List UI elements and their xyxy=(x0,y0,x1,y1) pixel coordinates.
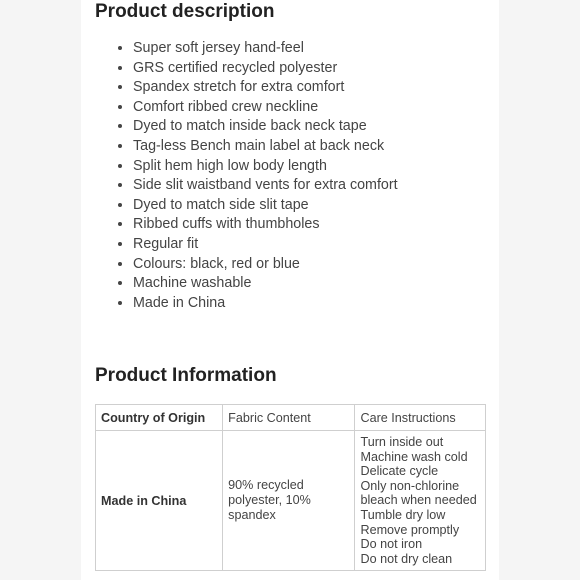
care-line: Do not dry clean xyxy=(360,551,453,566)
list-item: • Dyed to match side slit tape xyxy=(133,196,398,216)
care-line: Do not iron xyxy=(360,537,423,552)
header-fabric-content: Fabric Content xyxy=(223,405,355,431)
cell-care xyxy=(355,431,486,571)
list-item: • Regular fit xyxy=(133,235,398,255)
list-item: • Comfort ribbed crew neckline xyxy=(133,98,398,118)
product-information-heading: Product Information xyxy=(95,365,277,386)
list-item: • GRS certified recycled polyester xyxy=(133,59,398,79)
product-description-heading: Product description xyxy=(95,1,275,22)
product-page xyxy=(81,0,499,580)
care-line: bleach when needed xyxy=(360,493,477,508)
care-line: Remove promptly xyxy=(360,522,460,537)
list-item: • Tag-less Bench main label at back neck xyxy=(133,137,398,157)
feature-list xyxy=(95,39,398,313)
table-row xyxy=(96,431,486,571)
care-line: Delicate cycle xyxy=(360,464,439,479)
care-line: Tumble dry low xyxy=(360,507,446,522)
list-item: • Spandex stretch for extra comfort xyxy=(133,78,398,98)
care-line: Machine wash cold xyxy=(360,449,468,464)
list-item: • Made in China xyxy=(133,294,398,314)
table-header-row xyxy=(96,405,486,431)
care-line: Only non-chlorine xyxy=(360,478,460,493)
cell-fabric: 90% recycled polyester, 10% spandex xyxy=(223,431,355,571)
list-item: • Split hem high low body length xyxy=(133,157,398,177)
product-info-table xyxy=(95,404,486,571)
list-item: • Dyed to match inside back neck tape xyxy=(133,117,398,137)
care-line: Turn inside out xyxy=(360,435,444,449)
list-item: • Ribbed cuffs with thumbholes xyxy=(133,215,398,235)
cell-origin: Made in China xyxy=(96,431,223,571)
list-item: • Colours: black, red or blue xyxy=(133,255,398,275)
header-care-instructions: Care Instructions xyxy=(355,405,486,431)
header-country-of-origin: Country of Origin xyxy=(96,405,223,431)
list-item: • Machine washable xyxy=(133,274,398,294)
list-item: • Side slit waistband vents for extra comfort xyxy=(133,176,398,196)
list-item: • Super soft jersey hand-feel xyxy=(133,39,398,59)
